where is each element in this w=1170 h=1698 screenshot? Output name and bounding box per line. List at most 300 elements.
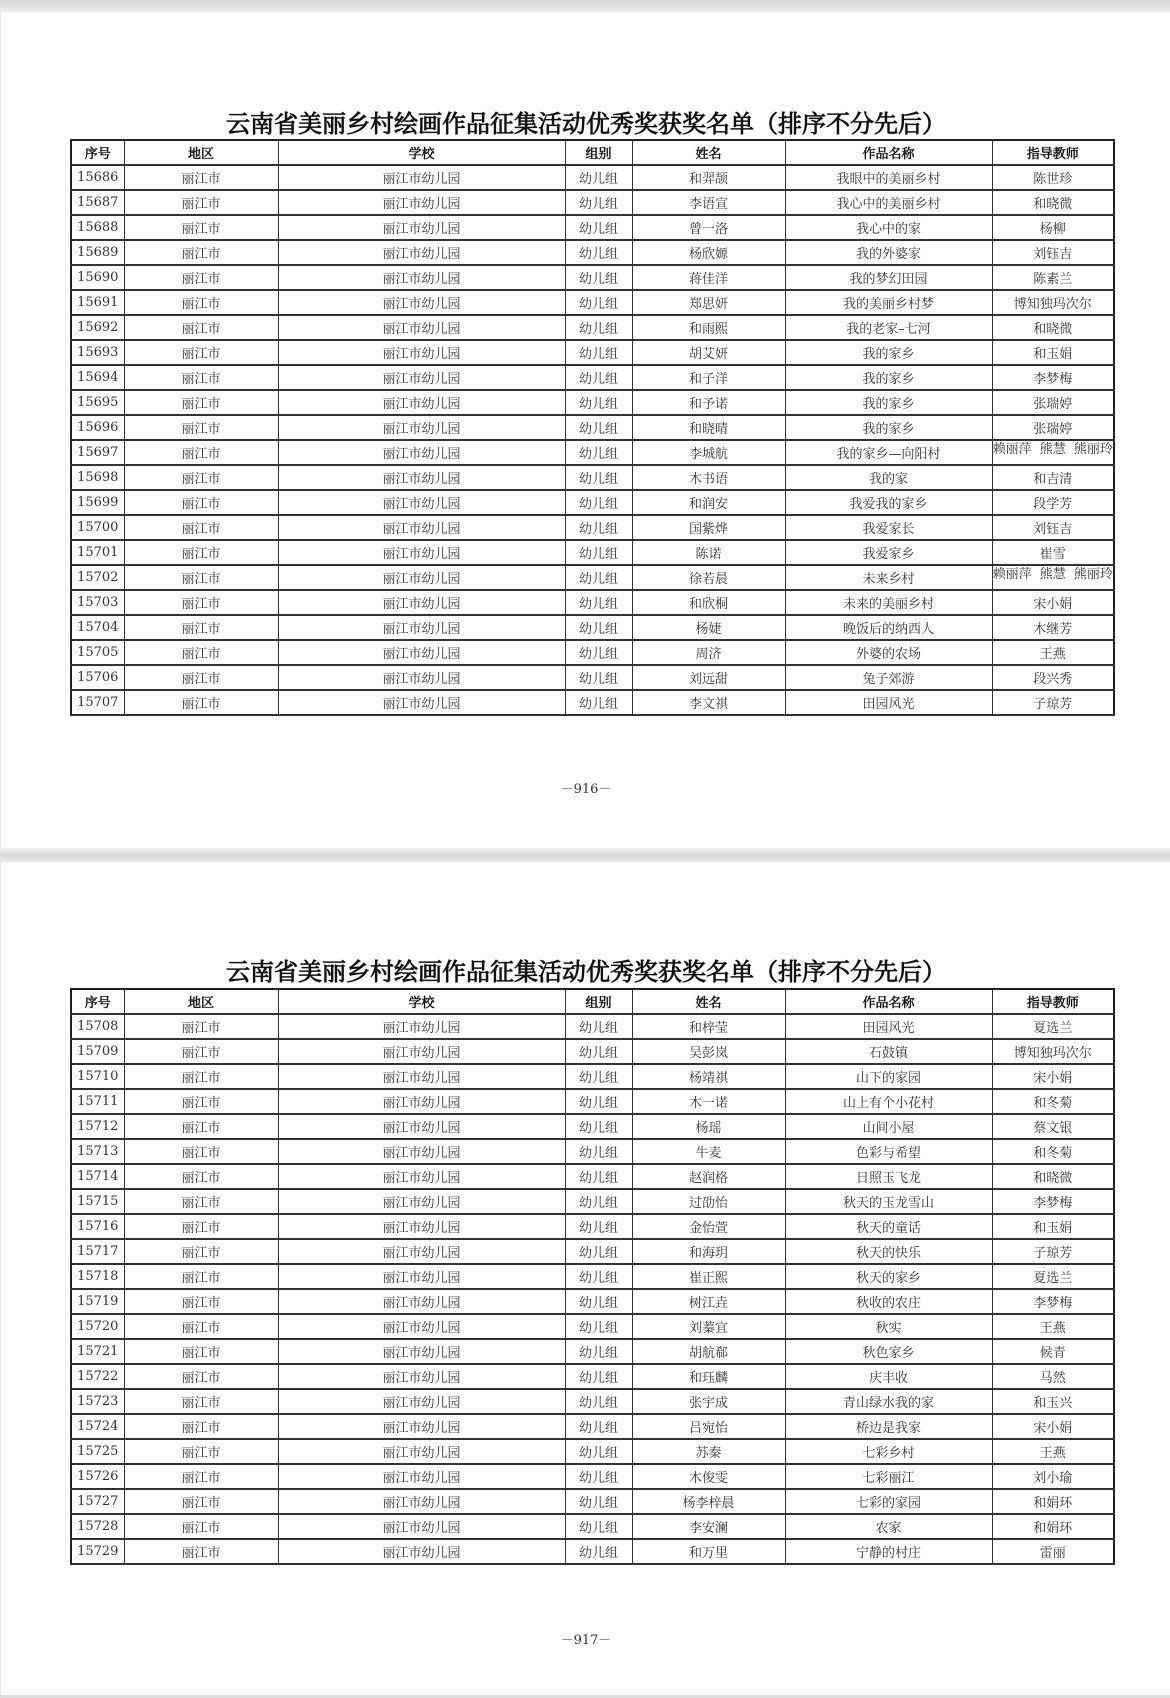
cell-teacher: 马然 — [992, 1364, 1114, 1389]
cell-group: 幼儿组 — [565, 1289, 632, 1314]
cell-work-title: 秋收的农庄 — [785, 1289, 992, 1314]
cell-index: 15715 — [71, 1189, 124, 1214]
awards-table — [70, 139, 1115, 716]
cell-student-name: 徐若晨 — [632, 565, 785, 590]
cell-student-name: 木书语 — [632, 465, 785, 490]
cell-work-title: 兔子郊游 — [785, 665, 992, 690]
column-header-index: 序号 — [71, 140, 124, 165]
cell-index: 15722 — [71, 1364, 124, 1389]
column-header-name: 姓名 — [632, 989, 785, 1014]
cell-region: 丽江市 — [124, 1139, 278, 1164]
cell-school: 丽江市幼儿园 — [278, 1364, 565, 1389]
page-title: 云南省美丽乡村绘画作品征集活动优秀奖获奖名单（排序不分先后） — [226, 110, 946, 138]
table-row — [71, 565, 1114, 590]
cell-region: 丽江市 — [124, 1514, 278, 1539]
cell-teacher: 王燕 — [992, 640, 1114, 665]
cell-school: 丽江市幼儿园 — [278, 190, 565, 215]
cell-teacher: 博知独玛次尔 — [992, 290, 1114, 315]
table-row — [71, 1089, 1114, 1114]
cell-student-name: 崔正熙 — [632, 1264, 785, 1289]
cell-teacher: 杨柳 — [992, 215, 1114, 240]
cell-teacher — [992, 440, 1114, 465]
cell-region: 丽江市 — [124, 265, 278, 290]
cell-group: 幼儿组 — [565, 590, 632, 615]
cell-school: 丽江市幼儿园 — [278, 265, 565, 290]
table-row — [71, 540, 1114, 565]
table-row — [71, 1514, 1114, 1539]
cell-work-title: 田园风光 — [785, 690, 992, 715]
cell-index: 15695 — [71, 390, 124, 415]
cell-teacher: 候青 — [992, 1339, 1114, 1364]
cell-school: 丽江市幼儿园 — [278, 1289, 565, 1314]
cell-work-title: 晚饭后的纳西人 — [785, 615, 992, 640]
cell-teacher: 和冬菊 — [992, 1139, 1114, 1164]
cell-group: 幼儿组 — [565, 240, 632, 265]
table-row — [71, 490, 1114, 515]
cell-index: 15710 — [71, 1064, 124, 1089]
cell-teacher: 陈素兰 — [992, 265, 1114, 290]
cell-teacher: 和玉娟 — [992, 1214, 1114, 1239]
cell-work-title: 秋天的家乡 — [785, 1264, 992, 1289]
cell-teacher: 子琼芳 — [992, 1239, 1114, 1264]
cell-school: 丽江市幼儿园 — [278, 1139, 565, 1164]
cell-work-title: 秋天的快乐 — [785, 1239, 992, 1264]
cell-student-name: 和晓晴 — [632, 415, 785, 440]
cell-index: 15702 — [71, 565, 124, 590]
cell-index: 15704 — [71, 615, 124, 640]
table-row — [71, 240, 1114, 265]
cell-student-name: 曾一洛 — [632, 215, 785, 240]
cell-index: 15691 — [71, 290, 124, 315]
table-row — [71, 265, 1114, 290]
cell-teacher: 夏选兰 — [992, 1014, 1114, 1039]
cell-work-title: 我爱家长 — [785, 515, 992, 540]
cell-index: 15708 — [71, 1014, 124, 1039]
cell-student-name: 吴彭岚 — [632, 1039, 785, 1064]
table-row — [71, 1239, 1114, 1264]
cell-student-name: 和润安 — [632, 490, 785, 515]
cell-region: 丽江市 — [124, 1189, 278, 1214]
cell-group: 幼儿组 — [565, 1514, 632, 1539]
cell-teacher: 和玉兴 — [992, 1389, 1114, 1414]
table-row — [71, 1314, 1114, 1339]
table-row — [71, 1464, 1114, 1489]
cell-region: 丽江市 — [124, 440, 278, 465]
cell-index: 15686 — [71, 165, 124, 190]
cell-region: 丽江市 — [124, 690, 278, 715]
table-row — [71, 415, 1114, 440]
cell-student-name: 和雨熙 — [632, 315, 785, 340]
cell-teacher: 宋小娟 — [992, 1414, 1114, 1439]
cell-work-title: 秋色家乡 — [785, 1339, 992, 1364]
cell-group: 幼儿组 — [565, 1314, 632, 1339]
cell-school: 丽江市幼儿园 — [278, 365, 565, 390]
cell-school: 丽江市幼儿园 — [278, 315, 565, 340]
cell-region: 丽江市 — [124, 615, 278, 640]
cell-index: 15712 — [71, 1114, 124, 1139]
cell-region: 丽江市 — [124, 1389, 278, 1414]
page-title: 云南省美丽乡村绘画作品征集活动优秀奖获奖名单（排序不分先后） — [226, 958, 946, 986]
cell-teacher: 和晓微 — [992, 315, 1114, 340]
cell-school: 丽江市幼儿园 — [278, 390, 565, 415]
cell-school: 丽江市幼儿园 — [278, 1314, 565, 1339]
cell-index: 15711 — [71, 1089, 124, 1114]
cell-teacher — [992, 565, 1114, 590]
cell-work-title: 山下的家园 — [785, 1064, 992, 1089]
cell-region: 丽江市 — [124, 565, 278, 590]
cell-index: 15690 — [71, 265, 124, 290]
cell-student-name: 陈诺 — [632, 540, 785, 565]
cell-region: 丽江市 — [124, 1264, 278, 1289]
column-header-group: 组别 — [565, 140, 632, 165]
cell-work-title: 七彩的家园 — [785, 1489, 992, 1514]
cell-teacher: 夏选兰 — [992, 1264, 1114, 1289]
cell-teacher: 和玉娟 — [992, 340, 1114, 365]
cell-student-name: 金怡萱 — [632, 1214, 785, 1239]
cell-school: 丽江市幼儿园 — [278, 465, 565, 490]
cell-region: 丽江市 — [124, 1364, 278, 1389]
cell-student-name: 郑思妍 — [632, 290, 785, 315]
cell-index: 15688 — [71, 215, 124, 240]
table-row — [71, 1014, 1114, 1039]
cell-student-name: 胡艾妍 — [632, 340, 785, 365]
cell-index: 15719 — [71, 1289, 124, 1314]
cell-work-title: 秋实 — [785, 1314, 992, 1339]
column-header-region: 地区 — [124, 989, 278, 1014]
column-header-work-title: 作品名称 — [785, 989, 992, 1014]
cell-student-name: 杨婕 — [632, 615, 785, 640]
cell-school: 丽江市幼儿园 — [278, 240, 565, 265]
cell-region: 丽江市 — [124, 1414, 278, 1439]
table-row — [71, 340, 1114, 365]
cell-school: 丽江市幼儿园 — [278, 1264, 565, 1289]
cell-student-name: 苏秦 — [632, 1439, 785, 1464]
column-header-group: 组别 — [565, 989, 632, 1014]
table-row — [71, 665, 1114, 690]
cell-student-name: 李语宣 — [632, 190, 785, 215]
cell-work-title: 石鼓镇 — [785, 1039, 992, 1064]
cell-school: 丽江市幼儿园 — [278, 290, 565, 315]
cell-teacher: 李梦梅 — [992, 1289, 1114, 1314]
cell-student-name: 张宇成 — [632, 1389, 785, 1414]
cell-school: 丽江市幼儿园 — [278, 340, 565, 365]
cell-index: 15696 — [71, 415, 124, 440]
cell-region: 丽江市 — [124, 340, 278, 365]
column-header-school: 学校 — [278, 989, 565, 1014]
cell-school: 丽江市幼儿园 — [278, 565, 565, 590]
cell-work-title: 田园风光 — [785, 1014, 992, 1039]
cell-work-title: 七彩丽江 — [785, 1464, 992, 1489]
cell-group: 幼儿组 — [565, 1039, 632, 1064]
cell-index: 15700 — [71, 515, 124, 540]
cell-school: 丽江市幼儿园 — [278, 1114, 565, 1139]
cell-teacher: 段学芳 — [992, 490, 1114, 515]
cell-student-name: 李安澜 — [632, 1514, 785, 1539]
cell-index: 15728 — [71, 1514, 124, 1539]
cell-index: 15725 — [71, 1439, 124, 1464]
cell-group: 幼儿组 — [565, 390, 632, 415]
cell-student-name: 杨欣嫄 — [632, 240, 785, 265]
cell-index: 15703 — [71, 590, 124, 615]
cell-teacher: 和娟环 — [992, 1489, 1114, 1514]
cell-student-name: 和海玥 — [632, 1239, 785, 1264]
table-row — [71, 1039, 1114, 1064]
cell-group: 幼儿组 — [565, 515, 632, 540]
cell-region: 丽江市 — [124, 465, 278, 490]
cell-group: 幼儿组 — [565, 1389, 632, 1414]
cell-teacher: 博知独玛次尔 — [992, 1039, 1114, 1064]
cell-region: 丽江市 — [124, 365, 278, 390]
cell-group: 幼儿组 — [565, 1064, 632, 1089]
cell-student-name: 和梓莹 — [632, 1014, 785, 1039]
cell-work-title: 秋天的童话 — [785, 1214, 992, 1239]
cell-work-title: 未来乡村 — [785, 565, 992, 590]
table-body — [71, 165, 1114, 715]
table-header-row — [71, 140, 1114, 165]
cell-region: 丽江市 — [124, 1314, 278, 1339]
cell-teacher: 和晓微 — [992, 190, 1114, 215]
cell-student-name: 牛麦 — [632, 1139, 785, 1164]
cell-index: 15714 — [71, 1164, 124, 1189]
table-row — [71, 315, 1114, 340]
cell-work-title: 未来的美丽乡村 — [785, 590, 992, 615]
cell-region: 丽江市 — [124, 1064, 278, 1089]
cell-work-title: 我的家 — [785, 465, 992, 490]
cell-index: 15727 — [71, 1489, 124, 1514]
cell-student-name: 杨李梓晨 — [632, 1489, 785, 1514]
cell-work-title: 青山绿水我的家 — [785, 1389, 992, 1414]
table-row — [71, 640, 1114, 665]
cell-group: 幼儿组 — [565, 1489, 632, 1514]
cell-teacher: 刘小瑜 — [992, 1464, 1114, 1489]
cell-teacher: 子琼芳 — [992, 690, 1114, 715]
cell-index: 15726 — [71, 1464, 124, 1489]
cell-work-title: 我爱我的家乡 — [785, 490, 992, 515]
cell-work-title: 我的老家–七河 — [785, 315, 992, 340]
cell-school: 丽江市幼儿园 — [278, 1389, 565, 1414]
cell-index: 15723 — [71, 1389, 124, 1414]
cell-student-name: 李文祺 — [632, 690, 785, 715]
cell-work-title: 七彩乡村 — [785, 1439, 992, 1464]
cell-group: 幼儿组 — [565, 540, 632, 565]
cell-group: 幼儿组 — [565, 1239, 632, 1264]
table-row — [71, 590, 1114, 615]
cell-school: 丽江市幼儿园 — [278, 165, 565, 190]
cell-school: 丽江市幼儿园 — [278, 690, 565, 715]
table-row — [71, 690, 1114, 715]
cell-work-title: 农家 — [785, 1514, 992, 1539]
cell-index: 15701 — [71, 540, 124, 565]
cell-teacher: 李梦梅 — [992, 1189, 1114, 1214]
cell-student-name: 赵润格 — [632, 1164, 785, 1189]
cell-index: 15706 — [71, 665, 124, 690]
cell-region: 丽江市 — [124, 1439, 278, 1464]
cell-group: 幼儿组 — [565, 165, 632, 190]
cell-region: 丽江市 — [124, 215, 278, 240]
cell-student-name: 木一诺 — [632, 1089, 785, 1114]
cell-school: 丽江市幼儿园 — [278, 1014, 565, 1039]
cell-work-title: 日照玉飞龙 — [785, 1164, 992, 1189]
cell-group: 幼儿组 — [565, 1414, 632, 1439]
cell-school: 丽江市幼儿园 — [278, 1214, 565, 1239]
table-row — [71, 440, 1114, 465]
cell-school: 丽江市幼儿园 — [278, 1164, 565, 1189]
cell-group: 幼儿组 — [565, 265, 632, 290]
cell-work-title: 秋天的玉龙雪山 — [785, 1189, 992, 1214]
cell-teacher: 蔡文银 — [992, 1114, 1114, 1139]
cell-teacher: 木继芳 — [992, 615, 1114, 640]
cell-index: 15724 — [71, 1414, 124, 1439]
table-row — [71, 515, 1114, 540]
cell-index: 15692 — [71, 315, 124, 340]
cell-school: 丽江市幼儿园 — [278, 440, 565, 465]
cell-school: 丽江市幼儿园 — [278, 640, 565, 665]
cell-region: 丽江市 — [124, 240, 278, 265]
cell-school: 丽江市幼儿园 — [278, 1089, 565, 1114]
cell-school: 丽江市幼儿园 — [278, 540, 565, 565]
cell-work-title: 我的外婆家 — [785, 240, 992, 265]
cell-work-title: 我的家乡 — [785, 390, 992, 415]
cell-work-title: 宁静的村庄 — [785, 1539, 992, 1564]
cell-group: 幼儿组 — [565, 415, 632, 440]
cell-region: 丽江市 — [124, 315, 278, 340]
table-row — [71, 1289, 1114, 1314]
cell-student-name: 刘蓁宜 — [632, 1314, 785, 1339]
teacher-names: 赖丽萍 熊慧 熊丽玲 — [992, 567, 1113, 582]
cell-work-title: 我的家乡 — [785, 365, 992, 390]
cell-student-name: 树江垚 — [632, 1289, 785, 1314]
cell-group: 幼儿组 — [565, 1189, 632, 1214]
cell-student-name: 刘远甜 — [632, 665, 785, 690]
cell-student-name: 周济 — [632, 640, 785, 665]
table-row — [71, 365, 1114, 390]
cell-student-name: 杨靖祺 — [632, 1064, 785, 1089]
table-row — [71, 1389, 1114, 1414]
cell-group: 幼儿组 — [565, 1539, 632, 1564]
cell-group: 幼儿组 — [565, 1139, 632, 1164]
cell-work-title: 桥边是我家 — [785, 1414, 992, 1439]
cell-teacher: 刘钰吉 — [992, 240, 1114, 265]
cell-group: 幼儿组 — [565, 640, 632, 665]
cell-work-title: 我心中的美丽乡村 — [785, 190, 992, 215]
cell-teacher: 张瑞婷 — [992, 390, 1114, 415]
cell-work-title: 山上有个小花村 — [785, 1089, 992, 1114]
cell-student-name: 和予诺 — [632, 390, 785, 415]
cell-group: 幼儿组 — [565, 690, 632, 715]
cell-school: 丽江市幼儿园 — [278, 415, 565, 440]
cell-group: 幼儿组 — [565, 1089, 632, 1114]
cell-index: 15707 — [71, 690, 124, 715]
cell-student-name: 过劭怡 — [632, 1189, 785, 1214]
cell-index: 15717 — [71, 1239, 124, 1264]
table-row — [71, 190, 1114, 215]
cell-teacher: 和吉清 — [992, 465, 1114, 490]
cell-index: 15694 — [71, 365, 124, 390]
cell-index: 15720 — [71, 1314, 124, 1339]
cell-school: 丽江市幼儿园 — [278, 1439, 565, 1464]
cell-school: 丽江市幼儿园 — [278, 1039, 565, 1064]
cell-index: 15699 — [71, 490, 124, 515]
cell-school: 丽江市幼儿园 — [278, 1539, 565, 1564]
cell-region: 丽江市 — [124, 1214, 278, 1239]
table-row — [71, 165, 1114, 190]
cell-student-name: 胡航郗 — [632, 1339, 785, 1364]
cell-group: 幼儿组 — [565, 1214, 632, 1239]
cell-school: 丽江市幼儿园 — [278, 1489, 565, 1514]
table-body — [71, 1014, 1114, 1564]
cell-school: 丽江市幼儿园 — [278, 1414, 565, 1439]
cell-work-title: 我的家乡 — [785, 340, 992, 365]
cell-teacher: 段兴秀 — [992, 665, 1114, 690]
cell-teacher: 和晓微 — [992, 1164, 1114, 1189]
table-row — [71, 1164, 1114, 1189]
table-row — [71, 1439, 1114, 1464]
cell-group: 幼儿组 — [565, 440, 632, 465]
column-header-school: 学校 — [278, 140, 565, 165]
page-number: －916－ — [560, 782, 612, 797]
cell-student-name: 和羿颉 — [632, 165, 785, 190]
cell-region: 丽江市 — [124, 540, 278, 565]
cell-student-name: 吕宛怡 — [632, 1414, 785, 1439]
cell-region: 丽江市 — [124, 415, 278, 440]
cell-group: 幼儿组 — [565, 1114, 632, 1139]
column-header-teacher: 指导教师 — [992, 140, 1114, 165]
cell-region: 丽江市 — [124, 190, 278, 215]
cell-school: 丽江市幼儿园 — [278, 490, 565, 515]
table-row — [71, 1139, 1114, 1164]
cell-index: 15718 — [71, 1264, 124, 1289]
cell-work-title: 外婆的农场 — [785, 640, 992, 665]
table-row — [71, 215, 1114, 240]
cell-teacher: 陈世珍 — [992, 165, 1114, 190]
cell-teacher: 宋小娟 — [992, 1064, 1114, 1089]
cell-group: 幼儿组 — [565, 490, 632, 515]
cell-student-name: 蒋佳洋 — [632, 265, 785, 290]
cell-teacher: 李梦梅 — [992, 365, 1114, 390]
cell-work-title: 我爱家乡 — [785, 540, 992, 565]
table-row — [71, 1339, 1114, 1364]
cell-group: 幼儿组 — [565, 215, 632, 240]
page-number: －917－ — [560, 1633, 612, 1648]
cell-teacher: 王燕 — [992, 1314, 1114, 1339]
cell-school: 丽江市幼儿园 — [278, 590, 565, 615]
table-row — [71, 1489, 1114, 1514]
cell-work-title: 我的家乡—向阳村 — [785, 440, 992, 465]
cell-index: 15729 — [71, 1539, 124, 1564]
cell-group: 幼儿组 — [565, 365, 632, 390]
cell-group: 幼儿组 — [565, 1264, 632, 1289]
cell-teacher: 崔雪 — [992, 540, 1114, 565]
cell-group: 幼儿组 — [565, 1339, 632, 1364]
column-header-name: 姓名 — [632, 140, 785, 165]
cell-index: 15721 — [71, 1339, 124, 1364]
column-header-teacher: 指导教师 — [992, 989, 1114, 1014]
table-row — [71, 390, 1114, 415]
table-row — [71, 1214, 1114, 1239]
cell-student-name: 和珏麟 — [632, 1364, 785, 1389]
cell-region: 丽江市 — [124, 390, 278, 415]
cell-work-title: 我眼中的美丽乡村 — [785, 165, 992, 190]
cell-student-name: 李城航 — [632, 440, 785, 465]
cell-group: 幼儿组 — [565, 1439, 632, 1464]
cell-region: 丽江市 — [124, 1339, 278, 1364]
cell-teacher: 和娟环 — [992, 1514, 1114, 1539]
cell-work-title: 我的家乡 — [785, 415, 992, 440]
cell-teacher: 张瑞婷 — [992, 415, 1114, 440]
column-header-index: 序号 — [71, 989, 124, 1014]
cell-index: 15693 — [71, 340, 124, 365]
cell-school: 丽江市幼儿园 — [278, 1064, 565, 1089]
